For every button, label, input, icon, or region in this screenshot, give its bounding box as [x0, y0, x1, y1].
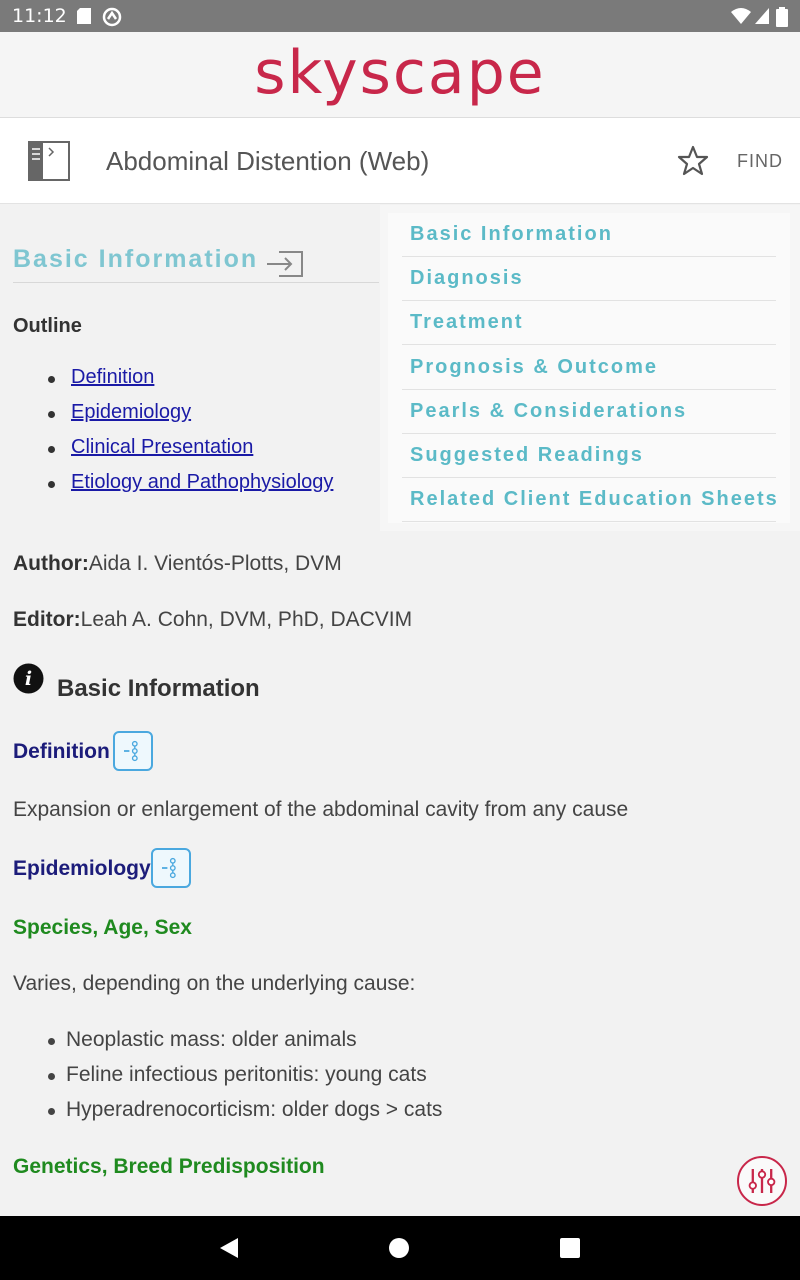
navigation-bar [0, 1216, 800, 1280]
toc-item-diagnosis[interactable] [402, 257, 776, 301]
toc-item-treatment[interactable] [402, 301, 776, 345]
back-icon[interactable] [218, 1236, 240, 1260]
svg-text:i: i [24, 668, 33, 690]
document-title: Abdominal Distention (Web) [106, 146, 430, 176]
species-text: Varies, depending on the underlying cause: [13, 972, 416, 995]
toc-item-label: Basic Information [410, 223, 613, 245]
status-bar [0, 0, 800, 32]
skyscape-logo: skyscape [254, 38, 546, 108]
settings-sliders-icon[interactable] [737, 1156, 787, 1206]
basic-info-heading-text: Basic Information [57, 675, 260, 702]
sync-icon [102, 7, 122, 27]
author-line [13, 552, 342, 576]
info-icon [13, 663, 44, 694]
sd-card-icon [76, 7, 92, 25]
outline-item [45, 366, 333, 401]
find-button[interactable]: FIND [737, 151, 783, 171]
editor-label: Editor: [13, 608, 81, 631]
toc-item-basic-information[interactable] [402, 213, 776, 257]
section-header [13, 245, 379, 283]
jump-to-icon[interactable] [265, 249, 305, 279]
outline-list [45, 366, 333, 506]
toc-toggle-icon[interactable] [28, 140, 70, 182]
editor-name: Leah A. Cohn, DVM, PhD, DACVIM [80, 608, 413, 631]
outline-link-definition[interactable]: Definition [71, 366, 155, 388]
signal-icon [754, 7, 770, 25]
recents-icon[interactable] [560, 1238, 580, 1258]
species-heading: Species, Age, Sex [13, 916, 192, 939]
toc-item-label: Diagnosis [410, 267, 524, 289]
status-time: 11:12 [12, 5, 67, 27]
toolbar [0, 118, 800, 204]
outline-link-epidemiology[interactable]: Epidemiology [71, 401, 192, 423]
list-item: Feline infectious peritonitis: young cats [45, 1063, 442, 1098]
toc-item-prognosis[interactable] [402, 346, 776, 390]
outline-item [45, 401, 333, 436]
toc-item-suggested-readings[interactable] [402, 434, 776, 478]
outline-link-etiology[interactable]: Etiology and Pathophysiology [71, 471, 334, 493]
definition-text: Expansion or enlargement of the abdominal cavity from any cause [13, 798, 629, 821]
genetics-heading: Genetics, Breed Predisposition [13, 1155, 325, 1178]
battery-icon [776, 7, 788, 27]
editor-line [13, 608, 412, 632]
author-name: Aida I. Vientós-Plotts, DVM [88, 552, 342, 575]
toc-item-label: Related Client Education Sheets [410, 488, 779, 510]
outline-label: Outline [13, 315, 82, 337]
list-item: Hyperadrenocorticism: older dogs > cats [45, 1098, 442, 1133]
toc-item-client-education[interactable] [402, 478, 779, 522]
toc-item-label: Pearls & Considerations [410, 400, 688, 422]
star-icon[interactable] [676, 144, 710, 178]
brand-header [0, 32, 800, 118]
home-icon[interactable] [388, 1237, 410, 1259]
epidemiology-heading: Epidemiology [13, 857, 151, 880]
toc-item-label: Treatment [410, 311, 524, 333]
expand-definition-icon[interactable] [113, 731, 153, 771]
author-label: Author: [13, 552, 89, 575]
expand-epidemiology-icon[interactable] [151, 848, 191, 888]
list-item: Neoplastic mass: older animals [45, 1028, 442, 1063]
section-title: Basic Information [13, 245, 259, 273]
toc-item-label: Prognosis & Outcome [410, 356, 659, 378]
toc-item-label: Suggested Readings [410, 444, 644, 466]
species-list [45, 1028, 442, 1133]
wifi-icon [730, 7, 752, 25]
outline-item [45, 436, 333, 471]
toc-list [388, 213, 790, 523]
toc-panel [380, 205, 800, 531]
outline-link-clinical-presentation[interactable]: Clinical Presentation [71, 436, 254, 458]
toc-item-pearls[interactable] [402, 390, 776, 434]
definition-heading: Definition [13, 740, 110, 763]
content-area[interactable] [0, 205, 800, 1216]
outline-item [45, 471, 333, 506]
